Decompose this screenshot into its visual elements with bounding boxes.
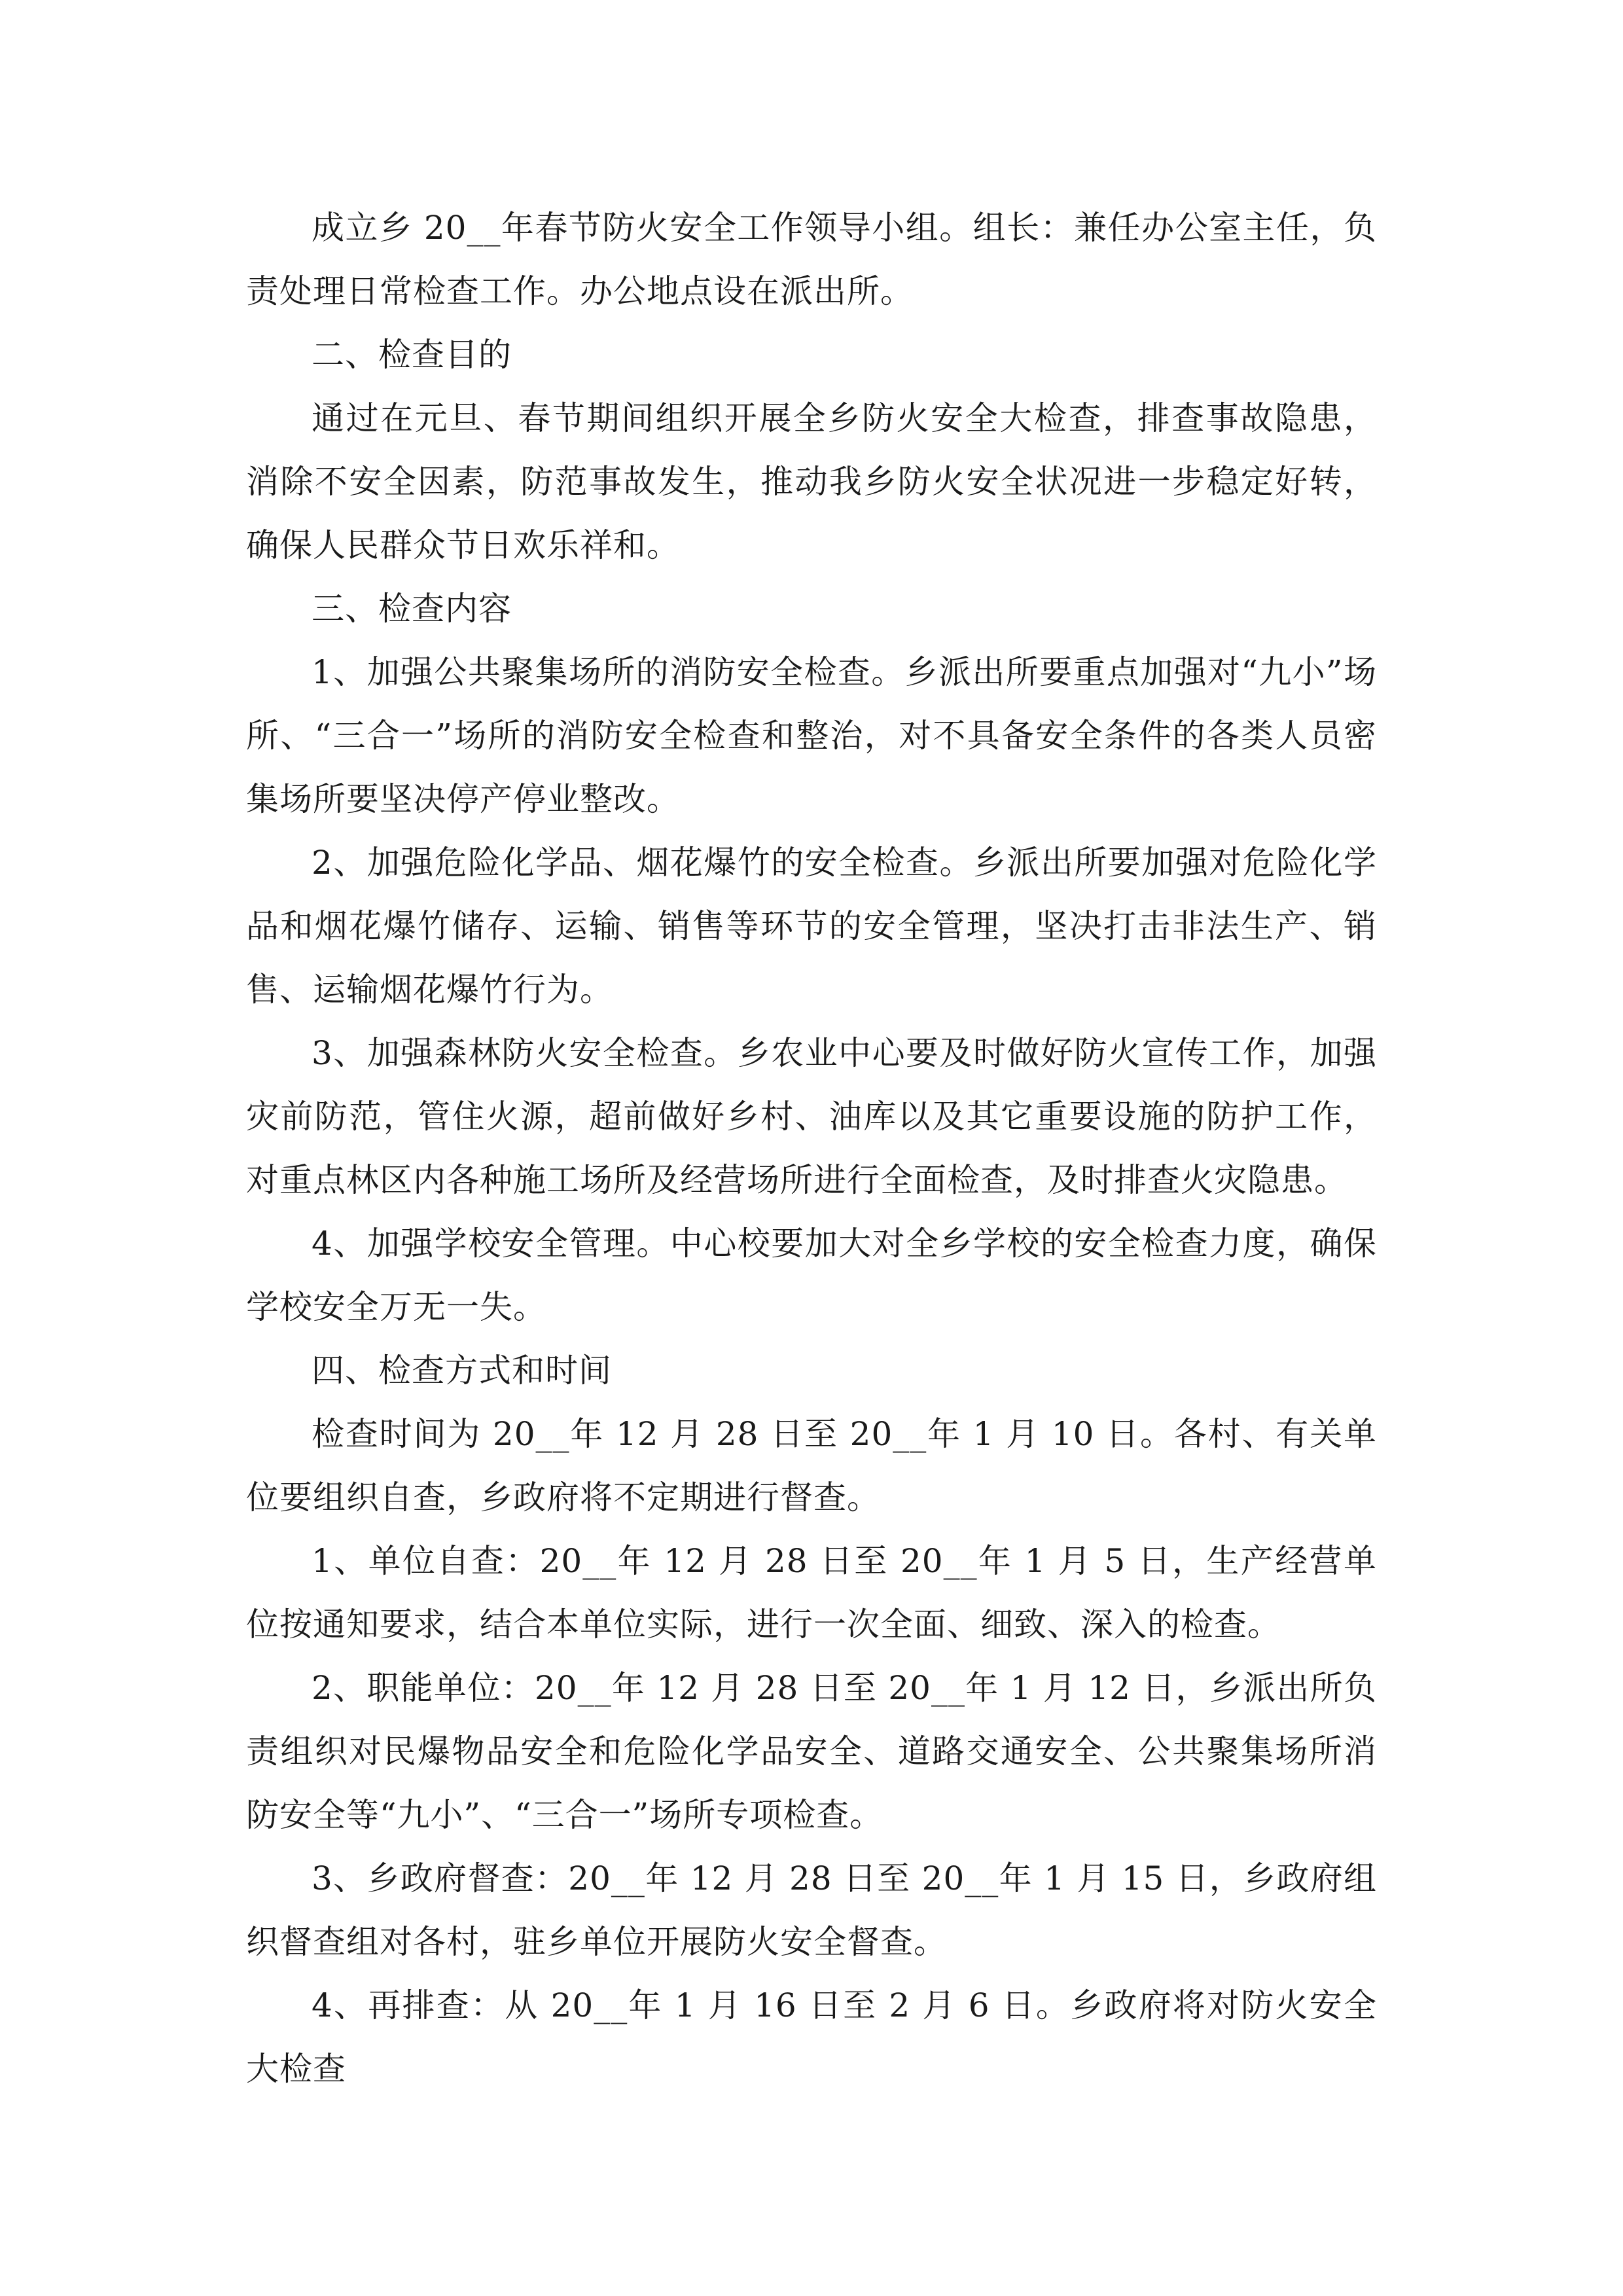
paragraph-content-item-1: 1、加强公共聚集场所的消防安全检查。乡派出所要重点加强对“九小”场所、“三合一”场所的消防安全检查和整治，对不具备安全条件的各类人员密集场所要坚决停产停业整改。 [246, 653, 1377, 818]
paragraph-method-item-2: 2、职能单位：20__年 12 月 28 日至 20__年 1 月 12 日，乡派出所负责组织对民爆物品安全和危险化学品安全、道路交通安全、公共聚集场所消防安全等“九小”、“三合一”场所专项检查。 [246, 1669, 1377, 1834]
paragraph-inspection-purpose: 通过在元旦、春节期间组织开展全乡防火安全大检查，排查事故隐患，消除不安全因素，防范事故发生，推动我乡防火安全状况进一步稳定好转，确保人民群众节日欢乐祥和。 [246, 399, 1377, 564]
paragraph-content-item-2: 2、加强危险化学品、烟花爆竹的安全检查。乡派出所要加强对危险化学品和烟花爆竹储存、运输、销售等环节的安全管理，坚决打击非法生产、销售、运输烟花爆竹行为。 [246, 844, 1377, 1009]
paragraph-inspection-time: 检查时间为 20__年 12 月 28 日至 20__年 1 月 10 日。各村、有关单位要组织自查，乡政府将不定期进行督查。 [246, 1415, 1377, 1516]
paragraph-content-item-3: 3、加强森林防火安全检查。乡农业中心要及时做好防火宣传工作，加强灾前防范，管住火源，超前做好乡村、油库以及其它重要设施的防护工作，对重点林区内各种施工场所及经营场所进行全面检查，及时排查火灾隐患。 [246, 1034, 1377, 1199]
paragraph-method-item-3: 3、乡政府督查：20__年 12 月 28 日至 20__年 1 月 15 日，乡政府组织督查组对各村，驻乡单位开展防火安全督查。 [246, 1859, 1377, 1961]
paragraph-content-item-4: 4、加强学校安全管理。中心校要加大对全乡学校的安全检查力度，确保学校安全万无一失。 [246, 1225, 1377, 1326]
document-body [246, 196, 1377, 2101]
heading-inspection-purpose: 二、检查目的 [312, 336, 512, 374]
paragraph-leadership-group: 成立乡 20__年春节防火安全工作领导小组。组长：兼任办公室主任，负责处理日常检查工作。办公地点设在派出所。 [246, 209, 1377, 310]
paragraph-method-item-4: 4、再排查：从 20__年 1 月 16 日至 2 月 6 日。乡政府将对防火安全大检查 [246, 1986, 1377, 2088]
heading-inspection-method-time: 四、检查方式和时间 [312, 1352, 612, 1390]
paragraph-method-item-1: 1、单位自查：20__年 12 月 28 日至 20__年 1 月 5 日，生产经营单位按通知要求，结合本单位实际，进行一次全面、细致、深入的检查。 [246, 1542, 1377, 1643]
heading-inspection-content: 三、检查内容 [312, 590, 512, 628]
